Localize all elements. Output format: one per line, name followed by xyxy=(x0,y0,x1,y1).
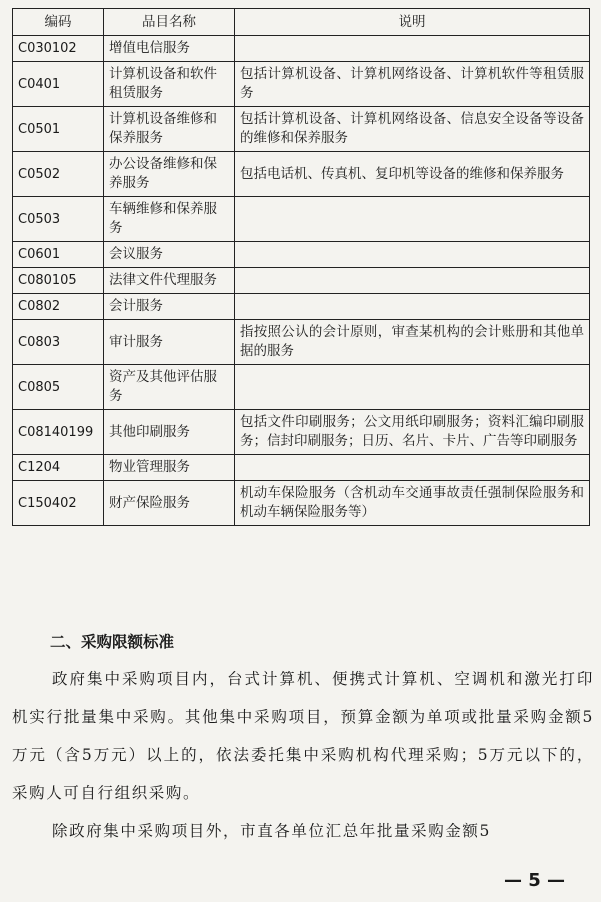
table-row xyxy=(13,410,590,455)
row-code: C030102 xyxy=(13,36,104,62)
row-item-name: 会议服务 xyxy=(104,242,235,268)
row-item-name: 车辆维修和保养服务 xyxy=(104,197,235,242)
row-item-name: 办公设备维修和保养服务 xyxy=(104,152,235,197)
row-item-name: 审计服务 xyxy=(104,320,235,365)
table-row xyxy=(13,455,590,481)
paragraph: 除政府集中采购项目外，市直各单位汇总年批量采购金额5 xyxy=(52,822,491,840)
table-row xyxy=(13,152,590,197)
row-code: C0802 xyxy=(13,294,104,320)
table-row xyxy=(13,242,590,268)
row-code: C0805 xyxy=(13,365,104,410)
table-row xyxy=(13,294,590,320)
row-description xyxy=(235,268,590,294)
header-item-name: 品目名称 xyxy=(104,9,235,36)
table-header-row xyxy=(13,9,590,36)
row-code: C080105 xyxy=(13,268,104,294)
row-description: 包括计算机设备、计算机网络设备、计算机软件等租赁服务 xyxy=(235,62,590,107)
table-row xyxy=(13,320,590,365)
row-description xyxy=(235,455,590,481)
header-code: 编码 xyxy=(13,9,104,36)
row-description: 包括文件印刷服务；公文用纸印刷服务；资料汇编印刷服务；信封印刷服务；日历、名片、卡片、广告等印刷服务 xyxy=(235,410,590,455)
row-item-name: 会计服务 xyxy=(104,294,235,320)
row-item-name: 物业管理服务 xyxy=(104,455,235,481)
row-item-name: 财产保险服务 xyxy=(104,481,235,526)
row-code: C0501 xyxy=(13,107,104,152)
row-item-name: 其他印刷服务 xyxy=(104,410,235,455)
row-code: C150402 xyxy=(13,481,104,526)
row-item-name: 计算机设备和软件租赁服务 xyxy=(104,62,235,107)
row-description: 指按照公认的会计原则，审查某机构的会计账册和其他单据的服务 xyxy=(235,320,590,365)
table-row xyxy=(13,107,590,152)
procurement-catalog-table xyxy=(12,8,590,526)
page-number: — 5 — xyxy=(503,870,565,891)
row-code: C0503 xyxy=(13,197,104,242)
row-code: C0502 xyxy=(13,152,104,197)
table-row xyxy=(13,268,590,294)
table-row xyxy=(13,365,590,410)
row-description xyxy=(235,365,590,410)
row-code: C0601 xyxy=(13,242,104,268)
row-code: C08140199 xyxy=(13,410,104,455)
row-code: C0803 xyxy=(13,320,104,365)
table-row xyxy=(13,197,590,242)
row-description xyxy=(235,242,590,268)
row-item-name: 法律文件代理服务 xyxy=(104,268,235,294)
row-description: 包括电话机、传真机、复印机等设备的维修和保养服务 xyxy=(235,152,590,197)
table-row xyxy=(13,481,590,526)
row-item-name: 增值电信服务 xyxy=(104,36,235,62)
header-description: 说明 xyxy=(235,9,590,36)
table-row xyxy=(13,36,590,62)
row-description xyxy=(235,36,590,62)
row-description xyxy=(235,294,590,320)
row-code: C1204 xyxy=(13,455,104,481)
row-item-name: 资产及其他评估服务 xyxy=(104,365,235,410)
row-description: 机动车保险服务（含机动车交通事故责任强制保险服务和机动车辆保险服务等） xyxy=(235,481,590,526)
row-description xyxy=(235,197,590,242)
table-row xyxy=(13,62,590,107)
row-description: 包括计算机设备、计算机网络设备、信息安全设备等设备的维修和保养服务 xyxy=(235,107,590,152)
row-code: C0401 xyxy=(13,62,104,107)
section-title: 二、采购限额标准 xyxy=(50,633,175,651)
paragraph: 政府集中采购项目内，台式计算机、便携式计算机、空调机和激光打印机实行批量集中采购。其他集中采购项目，预算金额为单项或批量采购金额5万元（含5万元）以上的，依法委托集中采购机构代理采购；5万元以下的，采购人可自行组织采购。 xyxy=(12,670,594,802)
row-item-name: 计算机设备维修和保养服务 xyxy=(104,107,235,152)
